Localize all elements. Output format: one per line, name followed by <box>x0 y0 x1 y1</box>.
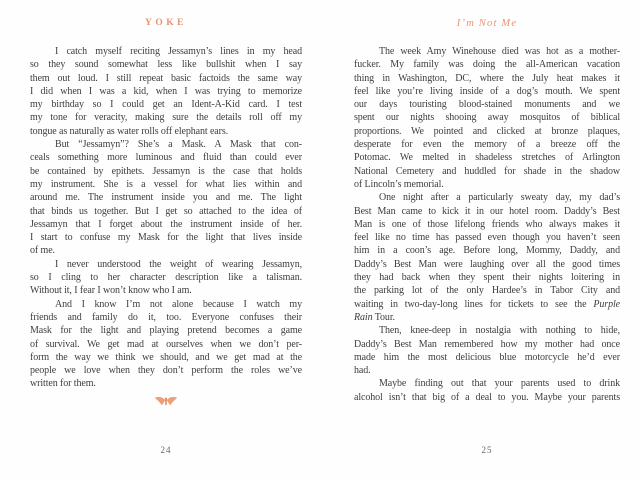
text-segment: proportions. We pointed and clicked at bronze plaques, <box>354 125 620 137</box>
text-line <box>30 151 302 164</box>
text-segment: the parking lot of the only Hardee’s in Tabor City and <box>354 285 620 297</box>
text-line <box>30 85 302 98</box>
text-segment: I catch myself reciting Jessamyn’s lines in my head <box>55 46 302 57</box>
text-line <box>30 45 302 58</box>
running-head-chapter-title: I’m Not Me <box>456 18 518 29</box>
text-line <box>30 178 302 191</box>
text-line <box>30 271 302 284</box>
text-line <box>354 138 620 151</box>
text-line <box>354 258 620 271</box>
text-line <box>354 58 620 71</box>
text-segment: written for them. <box>30 378 96 390</box>
italic-text: Rain <box>354 311 373 323</box>
text-line <box>30 191 302 204</box>
text-line <box>30 324 302 337</box>
text-line <box>30 125 302 138</box>
text-line <box>30 218 302 231</box>
right-page <box>354 0 620 480</box>
text-line <box>30 138 302 151</box>
text-line <box>354 377 620 390</box>
text-line <box>354 111 620 124</box>
text-segment: Man is one of those lifelong friends who always makes it <box>354 218 620 230</box>
text-segment: waiting in two-day-long lines for tickets to see the <box>354 298 594 310</box>
text-segment: form the way we think we should, and we get mad at the <box>30 351 302 363</box>
text-line <box>354 98 620 111</box>
text-line <box>354 191 620 204</box>
left-page-body <box>30 45 302 391</box>
text-segment: thing in Washington, DC, where the July heat makes it <box>354 72 620 84</box>
text-segment: my instrument. She is a vessel for what lies within and <box>30 178 302 190</box>
text-segment: they had back when they spent their nights loitering in <box>354 272 620 284</box>
text-segment: Maybe finding out that your parents used to drink <box>379 378 620 390</box>
text-segment: One night after a particularly sweaty day, my dad’s <box>379 192 620 204</box>
text-line <box>30 338 302 351</box>
section-break-ornament <box>30 396 302 407</box>
text-line <box>354 72 620 85</box>
text-segment: be contained by epithets. Jessamyn is the case that holds <box>30 165 302 177</box>
text-segment: Daddy’s Best Man were laughing over all the good times <box>354 258 620 270</box>
text-line <box>30 165 302 178</box>
text-line <box>30 205 302 218</box>
text-segment: Daddy’s Best Man remembered how my mother had once <box>354 338 620 350</box>
text-segment: around me. The instrument inside you and me. The light <box>30 192 302 204</box>
left-page <box>30 0 302 480</box>
text-segment: made him the most delicious blue motorcycle he’d ever <box>354 351 620 363</box>
text-segment: Best Man came to kick it in our hotel room. Daddy’s Best <box>354 205 620 217</box>
text-segment: I did when I was a kid, when I was trying to memorize <box>30 85 302 97</box>
text-line <box>354 151 620 164</box>
text-segment: spent our nights shooing away mosquitos of biblical <box>354 112 620 124</box>
text-line <box>30 111 302 124</box>
text-line <box>354 298 620 311</box>
text-segment: Potomac. We melted in shadeless stretches of Arlington <box>354 152 620 164</box>
text-line <box>30 231 302 244</box>
text-line <box>30 244 302 257</box>
text-segment: I start to confuse my Mask for the light that lives inside <box>30 232 302 244</box>
text-segment: Then, knee-deep in nostalgia with nothing to hide, <box>379 325 620 337</box>
text-segment: feel like you’re living inside of a dog’s mouth. We spent <box>354 85 620 97</box>
paragraph <box>354 377 620 404</box>
text-segment: fucker. My family was doing the all-American vacation <box>354 59 620 71</box>
text-segment: National Cemetery and huddled for shade in the shadow <box>354 165 620 177</box>
text-segment: my tone for veracity, making sure the details roll off my <box>30 112 302 124</box>
text-line <box>354 231 620 244</box>
page-number-right: 25 <box>481 445 493 455</box>
text-segment: that binds us together. But I get so attached to the idea of <box>30 205 302 217</box>
running-head-book-title: YOKE <box>145 18 187 28</box>
text-line <box>354 338 620 351</box>
text-line <box>354 45 620 58</box>
text-segment: desperate for even the memory of a breeze off the <box>354 139 620 151</box>
text-line <box>354 218 620 231</box>
text-segment: our days touristing blood-stained monuments and we <box>354 99 620 111</box>
paragraph <box>354 45 620 191</box>
right-page-body <box>354 45 620 404</box>
text-segment: And I know I’m not alone because I watch my <box>55 298 302 310</box>
text-line <box>354 125 620 138</box>
text-segment: people we love when they don’t perform the roles we’ve <box>30 365 302 377</box>
text-line <box>30 311 302 324</box>
text-line <box>354 324 620 337</box>
paragraph <box>30 138 302 258</box>
text-segment: tongue as naturally as water rolls off elephant ears. <box>30 125 229 137</box>
text-segment: feel like no time has passed even though you haven’t seen <box>354 232 620 244</box>
text-segment: him in a coon’s age. Before long, Mommy, Daddy, and <box>354 245 620 257</box>
text-line <box>354 351 620 364</box>
text-segment: ceals something more luminous and fluid than could ever <box>30 152 302 164</box>
text-line <box>354 165 620 178</box>
italic-text: Purple <box>593 298 620 310</box>
text-line <box>30 364 302 377</box>
text-line <box>30 58 302 71</box>
text-line <box>30 377 302 390</box>
text-line <box>30 72 302 85</box>
text-line <box>354 391 620 404</box>
text-segment: my birthday so I could get an Ident-A-Kid card. I test <box>30 99 302 111</box>
text-segment: so I cling to her character description like a talisman. <box>30 272 302 284</box>
text-segment: But “Jessamyn”? She’s a Mask. A Mask that con- <box>55 139 302 151</box>
text-line <box>30 298 302 311</box>
text-line <box>354 85 620 98</box>
text-line <box>354 205 620 218</box>
paragraph <box>354 191 620 324</box>
paragraph <box>354 324 620 377</box>
paragraph <box>30 258 302 298</box>
text-line <box>30 98 302 111</box>
text-line <box>354 284 620 297</box>
text-segment: Without it, I fear I won’t know who I am. <box>30 285 192 297</box>
text-segment: of survival. We get mad at ourselves when we don’t per- <box>30 338 302 350</box>
text-line <box>354 271 620 284</box>
text-segment: had. <box>354 365 371 377</box>
text-segment: them out loud. I still repeat basic factoids the same way <box>30 72 302 84</box>
text-line <box>354 178 620 191</box>
text-segment: alcohol isn’t that big of a deal to you. Maybe your parents <box>354 391 620 403</box>
paragraph <box>30 45 302 138</box>
text-segment: Mask for the light and playing pretend becomes a game <box>30 325 302 337</box>
text-segment: of me. <box>30 245 55 257</box>
text-segment: I never understood the weight of wearing Jessamyn, <box>55 258 302 270</box>
text-line <box>30 284 302 297</box>
text-segment: Jessamyn that I forget about the instrument inside of her. <box>30 218 302 230</box>
text-line <box>354 244 620 257</box>
text-segment: The week Amy Winehouse died was hot as a mother- <box>379 46 620 57</box>
text-line <box>30 258 302 271</box>
text-segment: so they sound somewhat less like bullshit when I say <box>30 59 302 71</box>
text-segment: Tour. <box>372 311 395 323</box>
text-line <box>30 351 302 364</box>
page-number-left: 24 <box>160 445 172 455</box>
text-line <box>354 311 620 324</box>
text-segment: of Lincoln’s memorial. <box>354 178 444 190</box>
text-segment: friends and family do it, too. Everyone confuses their <box>30 311 302 323</box>
moth-ornament-icon <box>154 394 178 411</box>
paragraph <box>30 298 302 391</box>
text-line <box>354 364 620 377</box>
